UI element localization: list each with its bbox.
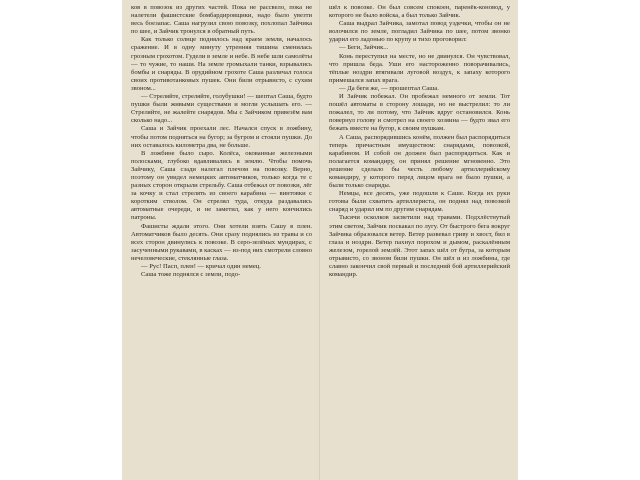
paragraph: Фашисты ждали этого. Они хотели взять Сашу в плен. Автоматчиков было десять. Они сразу поднялись из травы и со всех сторон двинулись к повозке. В серо-зелёных мундирах, с засученными рукавами, в касках — из-под них смотрели словно нечеловеческие, стеклянные глаза. xyxy=(131,222,312,262)
paragraph: Саша и Зайчик проехали лес. Начался спуск в ложбину, чтобы потом подняться на бугор; за бугром и стояли пушки. До них оставалось километра два, не больше. xyxy=(131,125,312,149)
paragraph: ков в повозок из других частей. Пока не рассвело, пока не налетели фашистские бомбардировщики, надо было увезти весь боезапас. Саша нагрузил свою повозку, похлопал Зайчика по шее, и Зайчик тронулся в обратный путь. xyxy=(131,4,312,36)
paragraph: Саша тоже поднялся с земли, подо- xyxy=(141,271,241,279)
paragraph: шёл к повозке. Он был совсем спокоен, паренёк-коновод, у которого не было войска, а был только Зайчик. xyxy=(329,4,510,20)
paragraph: Конь переступил на месте, но не двинулся. Он чувствовал, что пришла беда. Уши его настороженно поворачивались, тёплые ноздри втягивали луговой воздух, к запаху которого примешался запах врага. xyxy=(329,52,510,84)
paragraph: Немцы, все десять, уже подошли к Саше. Когда их руки готовы были схватить артиллериста, он поднял над повозкой снаряд и ударил им по другим снарядам. xyxy=(329,190,510,214)
right-text-column xyxy=(329,4,510,480)
paragraph: Как только солнце поднялось над краем земли, началось сражение. И в одну минуту утренняя тишина сменилась грозным грохотом. Гудели в земле и небе. В небе шли самолёты — то чужие, то наши. На земле громыхали танки, взрывались бомбы и снаряды. В орудийном грохоте Саша различал голоса своих противотанковых пушек. Они били отрывисто, с сухим звоном... xyxy=(131,36,312,92)
paragraph: — Стреляйте, стреляйте, голубушки! — шептал Саша, будто пушки были живыми существами и могли услышать его. — Стреляйте, не жалейте снарядов. Мы с Зайчиком привезём вам сколько надо... xyxy=(131,93,312,125)
book-page xyxy=(122,0,518,480)
left-text-column xyxy=(131,4,312,480)
paragraph: Тысячи осколков засветили над травами. Подхлёстнутый этим светом, Зайчик поскакал по лугу. От быстрого бега вокруг Зайчика образовался ветер. Ветер развевал гриву и хвост, бил в глаза и ноздри. Ветер пахнул порохом и дымом, раскалённым железом, горелой землёй. Этот запах шёл от бугра, за которым отрывисто, со звоном били пушки. Он шёл и из ложбины, где славно закончил свой первый и последний бой артиллерийский командир. xyxy=(329,214,510,279)
paragraph: — Беги, Зайчик... xyxy=(339,44,389,52)
paragraph: — Да беги же, — прошептал Саша. xyxy=(339,84,439,92)
column-gutter xyxy=(319,0,320,480)
paragraph: — Рус! Пасп, плен! — кричал один немец. xyxy=(141,263,261,270)
paragraph: Саша выдрал Зайчика, замотал повод уздечки, чтобы он не волочился по земле, погладил Зайчика по шее, потом звонко ударил его ладонью по крупу и тихо проговорил: xyxy=(329,20,510,44)
paragraph: В ложбине было сыро. Колёса, окованные железными полосками, глубоко вдавливались в землю. Чтобы помочь Зайчику, Саша сзади налегал плечом на повозку. Верно, поэтому он увидел немецких автоматчиков, только когда те с разных сторон открыли стрельбу. Саша отбежал от повозки, лёг за кочку и стал стрелять из своего карабина — винтовки с коротким стволом. Он стрелял туда, откуда раздавались автоматные очереди, и не заметил, как у него кончились патроны. xyxy=(131,149,312,222)
paragraph: И Зайчик побежал. Он пробежал немного от земли. Тот пошёл автоматы в сторону лошади, но не выстрелил: то ли пожалел, то ли потому, что Зайчик вдруг остановился. Конь повернул голову и смотрел на своего хозяина — будто звал его бежать вместе на бугор, к своим пушкам. xyxy=(329,93,510,133)
paragraph: А Саша, распорядившись конём, полжен был распорядиться теперь причастным имуществом: снарядами, повозкой, карабином. И собой он должен был распорядиться. Как и полагается командиру, он принял решение мгновенно. Это решение сделало бы честь любому артиллерийскому командиру, у которого перед лицом врага не было пушки, а были только снаряды. xyxy=(329,133,510,190)
